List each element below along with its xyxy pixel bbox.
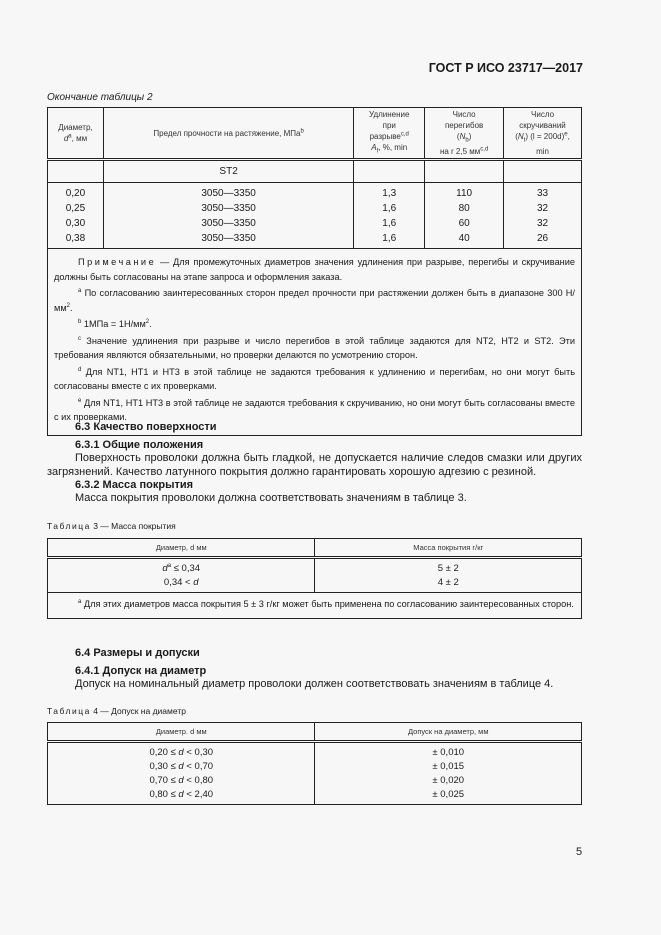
grade-row [48, 160, 582, 183]
table-row: 0,20 ≤ d < 0,30 ± 0,010 [48, 742, 582, 760]
table-row: 0,34 < d 4 ± 2 [48, 575, 582, 593]
table-row: 0,20 3050—3350 1,3 110 33 [48, 183, 582, 202]
document-code: ГОСТ Р ИСО 23717—2017 [428, 61, 583, 75]
table-row: 0,80 ≤ d < 2,40 ± 0,025 [48, 787, 582, 805]
table-row: 0,30 3050—3350 1,6 60 32 [48, 216, 582, 231]
table-3 [47, 538, 582, 619]
header-diameter-tolerance: Допуск на диаметр, мм [315, 723, 582, 742]
footnote-c: $^c$ Значение удлинения при разрыве и число перегибов в этой таблице задаются для NT2, HT2 и ST2. Эти требования являются обязательными, но проверки делаются по усмотрению сторон. [54, 335, 575, 360]
section-6-4-1-title: 6.4.1 Допуск на диаметр [75, 665, 207, 677]
section-6-3 [47, 421, 582, 505]
table2-header-row [48, 108, 582, 160]
header-diameter: Диаметр, $d^a$, мм [48, 108, 104, 160]
table2-notes [48, 249, 582, 436]
footnote-a: $^a$ По согласованию заинтересованных сторон предел прочности при растяжении должен быть в диапазоне 300 $Н/мм^2$. [54, 287, 575, 313]
note: Примечание — Для промежуточных диаметров значения удлинения при разрыве, перегибы и скручивание должны быть согласованы на этапе запроса и оформления заказа. [54, 257, 575, 282]
table2-notes-row [48, 249, 582, 436]
table-row: 0,25 3050—3350 1,6 80 32 [48, 201, 582, 216]
footnote-e: $^e$ Для NT1, HT1 HT3 в этой таблице не задаются требования к скручиванию, но они могут быть согласованы вместе с их проверками. [54, 397, 575, 422]
table3-caption: Таблица 3 — Масса покрытия [47, 521, 176, 531]
section-6-3-2-text: Масса покрытия проволоки должна соответствовать значениям в таблице 3. [75, 492, 467, 504]
table-2 [47, 107, 582, 436]
table-row: 0,30 ≤ d < 0,70 ± 0,015 [48, 759, 582, 773]
table-row: $d^a \le 0,34$ 5 ± 2 [48, 558, 582, 576]
header-elongation: Удлинение при разрыве$^{c,d}$ $A_f$, %, min [354, 108, 425, 160]
section-6-3-1-title: 6.3.1 Общие положения [75, 439, 204, 451]
footnote-b: $^b$ $1МПа = 1Н/мм^2$. [78, 318, 152, 329]
header-diameter: Диаметр, d мм [48, 539, 315, 558]
table4-caption: Таблица 4 — Допуск на диаметр [47, 706, 186, 716]
table-row: 0,38 3050—3350 1,6 40 26 [48, 231, 582, 249]
table-row: 0,70 ≤ d < 0,80 ± 0,020 [48, 773, 582, 787]
table3-footnote: $^a$ Для этих диаметров масса покрытия 5 ± 3 г/кг может быть применена по согласованию заинтересованных сторон. [48, 593, 582, 619]
header-twists: Число скручиваний $(N_t) (l = 200d)^e$, min [504, 108, 582, 160]
section-6-3-2-title: 6.3.2 Масса покрытия [75, 479, 194, 491]
footnote-d: $^d$ Для NT1, HT1 и HT3 в этой таблице не задаются требования к удлинению и перегибам, но они могут быть согласованы вместе с их проверками. [54, 366, 575, 391]
table-4 [47, 722, 582, 805]
section-6-4 [47, 647, 582, 691]
page-number: 5 [576, 846, 583, 858]
grade-label: ST2 [103, 160, 353, 183]
header-bends: Число перегибов $(N_b)$ на r 2,5 мм$^{c,d}$ [425, 108, 504, 160]
section-6-4-1-text: Допуск на номинальный диаметр проволоки должен соответствовать значениям в таблице 4. [75, 678, 554, 690]
header-diameter: Диаметр. d мм [48, 723, 315, 742]
section-6-3-title: 6.3 Качество поверхности [75, 421, 217, 433]
header-coating-mass: Масса покрытия г/кг [315, 539, 582, 558]
section-6-4-title: 6.4 Размеры и допуски [75, 647, 200, 659]
table2-continuation-label: Окончание таблицы 2 [47, 92, 153, 103]
section-6-3-1-text: Поверхность проволоки должна быть гладкой, не допускается наличие следов смазки или других загрязнений. Качество латунного покрытия должно гарантировать хорошую адгезию с резиной. [47, 452, 582, 478]
header-tensile-strength: Предел прочности на растяжение, МПа$^b$ [103, 108, 353, 160]
